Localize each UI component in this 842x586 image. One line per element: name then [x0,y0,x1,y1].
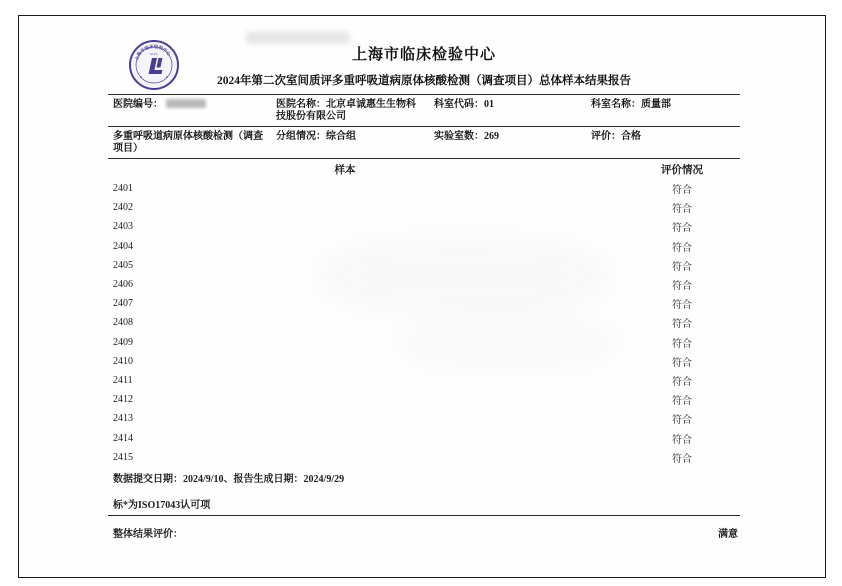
program-name-cell [108,130,271,154]
overall-result-row [108,525,740,541]
hospital-info-row [108,95,740,126]
sample-id: 2406 [113,279,133,291]
report-body [108,94,740,541]
evaluation-value: 符合 [672,338,692,350]
sample-column-header: 样本 [334,164,356,176]
sample-id: 2408 [113,317,133,329]
seal-ring-text: 上海市临床检验中心 [133,43,172,62]
sample-id: 2403 [113,221,133,233]
dept-code-value: 01 [484,99,494,110]
hospital-id-cell [108,98,271,122]
evaluation-value: 符合 [672,376,692,388]
accreditation-note: 标*为ISO17043认可项 [113,499,211,511]
evaluation-value: 符合 [672,185,692,197]
sample-id: 2413 [113,413,133,425]
table-row [108,275,740,294]
sample-id: 2409 [113,336,133,348]
dept-name-label: 科室名称： [591,99,641,110]
table-row [108,313,740,332]
sample-id: 2414 [113,432,133,444]
sample-id: 2411 [113,374,133,386]
evaluation-value: 符合 [672,319,692,331]
overall-result-label: 整体结果评价： [113,529,183,541]
lab-count-label: 实验室数： [434,131,484,142]
evaluation-value: 符合 [672,261,692,273]
evaluation-value: 符合 [672,357,692,369]
sample-id: 2401 [113,183,133,195]
evaluation-value: 符合 [672,204,692,216]
lab-count-value: 269 [484,131,499,142]
sample-id: 2404 [113,240,133,252]
evaluation-column-header: 评价情况 [661,164,703,176]
table-row [108,217,740,236]
hospital-name-cell [271,98,429,122]
evaluation-value: 符合 [672,223,692,235]
program-info-row [108,127,740,158]
table-row [108,371,740,390]
table-row [108,333,740,352]
evaluation-value: 符合 [672,396,692,408]
redacted-hospital-id [166,99,206,108]
grade-label: 评价： [591,131,621,142]
table-row [108,198,740,217]
sample-id: 2410 [113,355,133,367]
dept-code-label: 科室代码： [434,99,484,110]
report-page [18,15,826,578]
table-row [108,428,740,447]
table-row [108,409,740,428]
table-row [108,294,740,313]
evaluation-value: 符合 [672,281,692,293]
group-cell [271,130,429,154]
evaluation-value: 符合 [672,300,692,312]
grade-value: 合格 [621,131,641,142]
report-header [108,43,740,88]
evaluation-value: 符合 [672,453,692,465]
overall-result-value: 满意 [718,529,738,541]
table-row [108,390,740,409]
grade-cell [586,130,740,154]
hospital-name-label: 医院名称： [276,99,326,110]
report-title: 上海市临床检验中心 [351,47,496,63]
lab-count-cell [429,130,586,154]
table-row [108,179,740,198]
sample-table-header [108,159,740,179]
dept-name-cell [586,98,740,122]
footer-divider [108,515,740,516]
table-row [108,352,740,371]
sample-id: 2412 [113,394,133,406]
table-row [108,448,740,467]
table-row [108,237,740,256]
evaluation-value: 符合 [672,434,692,446]
dates-line: 数据提交日期：2024/9/10、报告生成日期：2024/9/29 [113,473,345,485]
dept-code-cell [429,98,586,122]
hospital-id-label: 医院编号： [113,99,163,110]
sample-id: 2415 [113,451,133,463]
evaluation-value: 符合 [672,415,692,427]
group-label: 分组情况： [276,131,326,142]
sample-id: 2405 [113,259,133,271]
seal-abbr-text: SCCL [149,52,159,56]
sample-id: 2402 [113,202,133,214]
sample-id: 2407 [113,298,133,310]
hospital-name-value: 北京卓诚惠生生物科技股份有限公司 [276,99,416,122]
program-name-value: 多重呼吸道病原体核酸检测（调查项目） [113,131,263,154]
report-subtitle: 2024年第二次室间质评多重呼吸道病原体核酸检测（调查项目）总体样本结果报告 [217,75,631,87]
table-row [108,256,740,275]
dept-name-value: 质量部 [641,99,671,110]
group-value: 综合组 [326,131,356,142]
evaluation-value: 符合 [672,242,692,254]
